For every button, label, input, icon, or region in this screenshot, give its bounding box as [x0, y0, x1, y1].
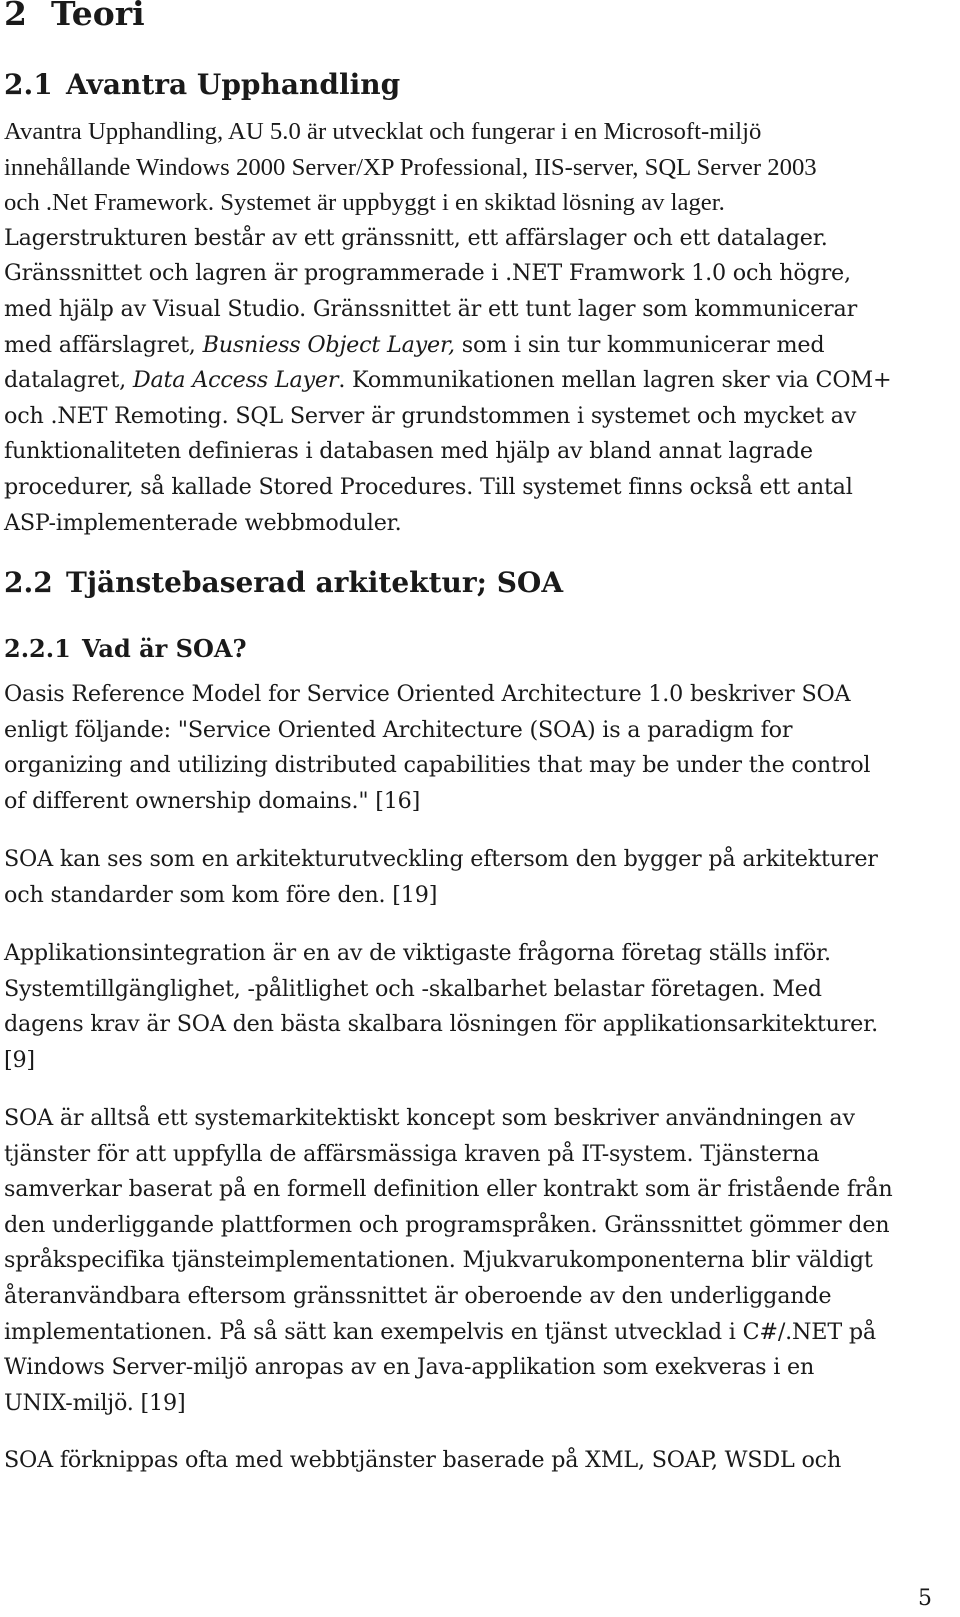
text-line: Applikationsintegration är en av de viktigaste frågorna företag ställs inför. [4, 940, 831, 966]
section-2-1-paragraph [4, 114, 944, 541]
text-line: Lagerstrukturen består av ett gränssnitt, ett affärslager och ett datalager. [4, 224, 828, 251]
section-2-2-number: 2.2 [4, 566, 53, 599]
web-services-paragraph [4, 1443, 944, 1479]
subsection-2-2-1-number: 2.2.1 [4, 634, 71, 663]
chapter-number: 2 [4, 0, 27, 33]
text-line: organizing and utilizing distributed capabilities that may be under the control [4, 752, 871, 779]
text-line: SOA är alltså ett systemarkitektiskt koncept som beskriver användningen av [4, 1105, 855, 1131]
subsection-2-2-1-title: Vad är SOA? [82, 634, 247, 663]
application-integration-paragraph [4, 936, 944, 1078]
section-2-1-heading [4, 68, 400, 101]
soa-evolution-paragraph [4, 842, 944, 913]
chapter-heading [4, 0, 145, 33]
section-2-1-title: Avantra Upphandling [66, 68, 401, 101]
text-line: den underliggande plattformen och programspråken. Gränssnittet gömmer den [4, 1211, 890, 1238]
text-line: och standarder som kom före den. [19] [4, 881, 438, 908]
text-line: och .NET Remoting. SQL Server är grundstommen i systemet och mycket av [4, 402, 857, 429]
text-line: Avantra Upphandling, AU 5.0 är utvecklat och fungerar i en Microsoft-miljö [4, 118, 762, 145]
soa-definition-paragraph [4, 677, 944, 819]
text-line: procedurer, så kallade Stored Procedures. Till systemet finns också ett antal [4, 473, 853, 500]
text-line: tjänster för att uppfylla de affärsmässiga kraven på IT-system. Tjänsterna [4, 1140, 820, 1167]
text-line: samverkar baserat på en formell definition eller kontrakt som är fristående från [4, 1176, 893, 1203]
text-line: enligt följande: "Service Oriented Architecture (SOA) is a paradigm for [4, 716, 793, 743]
text-run: . Kommunikationen mellan lagren sker via COM+ [338, 367, 892, 394]
text-line: Gränssnittet och lagren är programmerade i .NET Framwork 1.0 och högre, [4, 260, 851, 287]
section-2-2-title: Tjänstebaserad arkitektur; SOA [66, 566, 564, 599]
text-line: UNIX-miljö. [19] [4, 1389, 186, 1416]
text-line: ASP-implementerade webbmoduler. [4, 509, 402, 536]
text-line: och .Net Framework. Systemet är uppbyggt i en skiktad lösning av lager. [4, 189, 725, 217]
subsection-2-2-1-heading [4, 634, 247, 663]
text-line [4, 363, 944, 399]
business-object-layer-term: Busniess Object Layer, [202, 331, 455, 358]
text-line: dagens krav är SOA den bästa skalbara lösningen för applikationsarkitekturer. [4, 1011, 878, 1038]
text-line: funktionaliteten definieras i databasen med hjälp av bland annat lagrade [4, 438, 813, 465]
section-2-2-heading [4, 566, 563, 599]
text-line: Oasis Reference Model for Service Oriented Architecture 1.0 beskriver SOA [4, 681, 851, 707]
soa-concept-paragraph [4, 1101, 944, 1421]
text-line: [9] [4, 1046, 35, 1073]
text-line: Windows Server-miljö anropas av en Java-applikation som exekveras i en [4, 1354, 815, 1381]
text-line: återanvändbara eftersom gränssnittet är oberoende av den underliggande [4, 1282, 832, 1309]
text-line: SOA kan ses som en arkitekturutveckling eftersom den bygger på arkitekturer [4, 846, 878, 872]
data-access-layer-term: Data Access Layer [132, 367, 339, 394]
text-line: språkspecifika tjänsteimplementationen. Mjukvarukomponenterna blir väldigt [4, 1247, 873, 1274]
chapter-title: Teori [51, 0, 145, 33]
text-line: med hjälp av Visual Studio. Gränssnittet är ett tunt lager som kommunicerar [4, 295, 857, 322]
section-2-1-number: 2.1 [4, 68, 53, 101]
text-line: innehållande Windows 2000 Server/XP Professional, IIS-server, SQL Server 2003 [4, 153, 817, 181]
text-run: datalagret, [4, 367, 133, 394]
page-number: 5 [918, 1586, 932, 1611]
text-run: med affärslagret, [4, 331, 203, 358]
text-line: SOA förknippas ofta med webbtjänster baserade på XML, SOAP, WSDL och [4, 1447, 842, 1473]
text-line: Systemtillgänglighet, -pålitlighet och -skalbarhet belastar företagen. Med [4, 975, 822, 1002]
text-line [4, 328, 944, 364]
text-run: som i sin tur kommunicerar med [454, 331, 825, 358]
text-line: of different ownership domains." [16] [4, 787, 421, 814]
text-line: implementationen. På så sätt kan exempelvis en tjänst utvecklad i C#/.NET på [4, 1318, 876, 1345]
